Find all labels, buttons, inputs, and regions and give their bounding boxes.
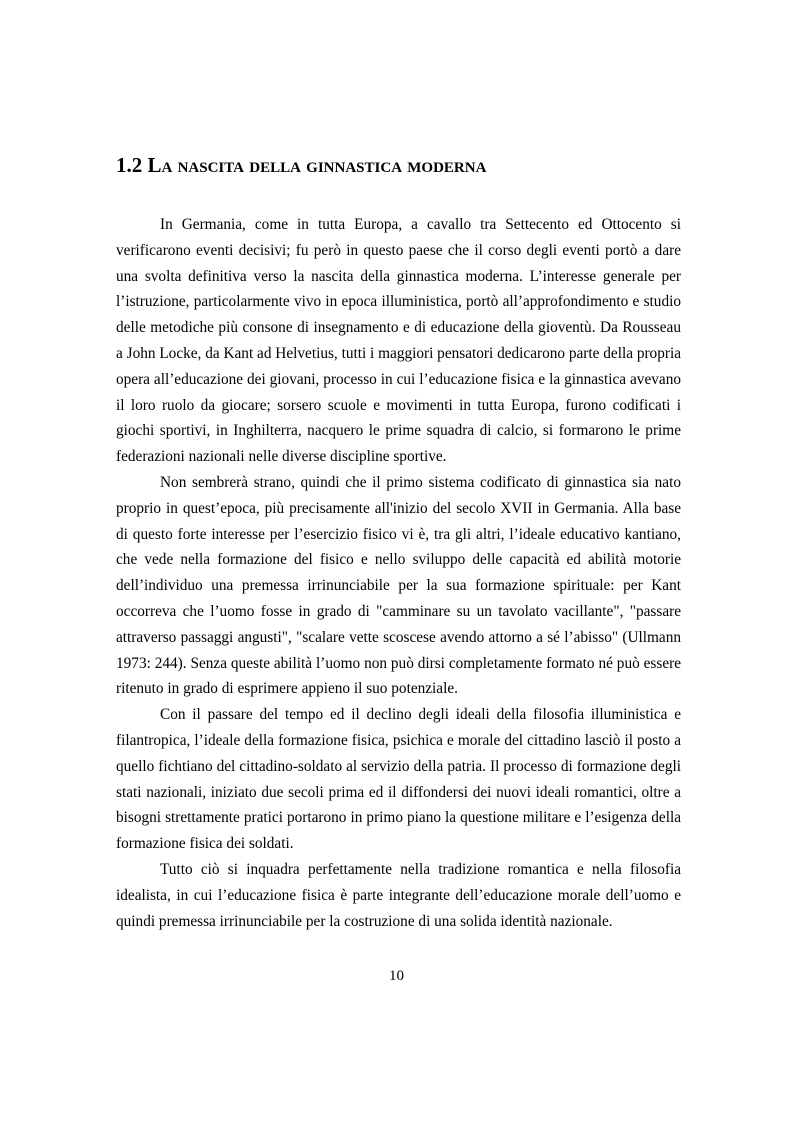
section-heading: 1.2 La nascita della ginnastica moderna bbox=[116, 153, 487, 177]
body-text bbox=[116, 212, 681, 934]
paragraph-1: In Germania, come in tutta Europa, a cavallo tra Settecento ed Ottocento si verificarono eventi decisivi; fu però in questo paese che il corso degli eventi portò a dare una svolta definitiva verso la nascita della ginnastica moderna. L’interesse generale per l’istruzione, particolarmente vivo in epoca illuministica, portò all’approfondimento e studio delle metodiche più consone di insegnamento e di educazione della gioventù. Da Rousseau a John Locke, da Kant ad Helvetius, tutti i maggiori pensatori dedicarono parte della propria opera all’educazione dei giovani, processo in cui l’educazione fisica e la ginnastica avevano il loro ruolo da giocare; sorsero scuole e movimenti in tutta Europa, furono codificati i giochi sportivi, in Inghilterra, nacquero le prime squadra di calcio, si formarono le prime federazioni nazionali nelle diverse discipline sportive. bbox=[116, 216, 681, 466]
paragraph-2: Non sembrerà strano, quindi che il primo sistema codificato di ginnastica sia nato proprio in quest’epoca, più precisamente all'inizio del secolo XVII in Germania. Alla base di questo forte interesse per l’esercizio fisico vi è, tra gli altri, l’ideale educativo kantiano, che vede nella formazione del fisico e nello sviluppo delle capacità ed abilità motorie dell’individuo una premessa irrinunciabile per la sua formazione spirituale: per Kant occorreva che l’uomo fosse in grado di "camminare su un tavolato vacillante", "passare attraverso passaggi angusti", "scalare vette scoscese avendo attorno a sé l’abisso" (Ullmann 1973: 244). Senza queste abilità l’uomo non può dirsi completamente formato né può essere ritenuto in grado di esprimere appieno il suo potenziale. bbox=[116, 473, 681, 698]
paragraph-3: Con il passare del tempo ed il declino degli ideali della filosofia illuministica e filantropica, l’ideale della formazione fisica, psichica e morale del cittadino lasciò il posto a quello fichtiano del cittadino-soldato al servizio della patria. Il processo di formazione degli stati nazionali, iniziato due secoli prima ed il diffondersi dei nuovi ideali romantici, oltre a bisogni strettamente pratici portarono in primo piano la questione militare e l’esigenza della formazione fisica dei soldati. bbox=[116, 706, 681, 853]
page-number: 10 bbox=[389, 968, 404, 984]
paragraph-4: Tutto ciò si inquadra perfettamente nella tradizione romantica e nella filosofia idealista, in cui l’educazione fisica è parte integrante dell’educazione morale dell’uomo e quindi premessa irrinunciabile per la costruzione di una solida identità nazionale. bbox=[116, 860, 681, 930]
